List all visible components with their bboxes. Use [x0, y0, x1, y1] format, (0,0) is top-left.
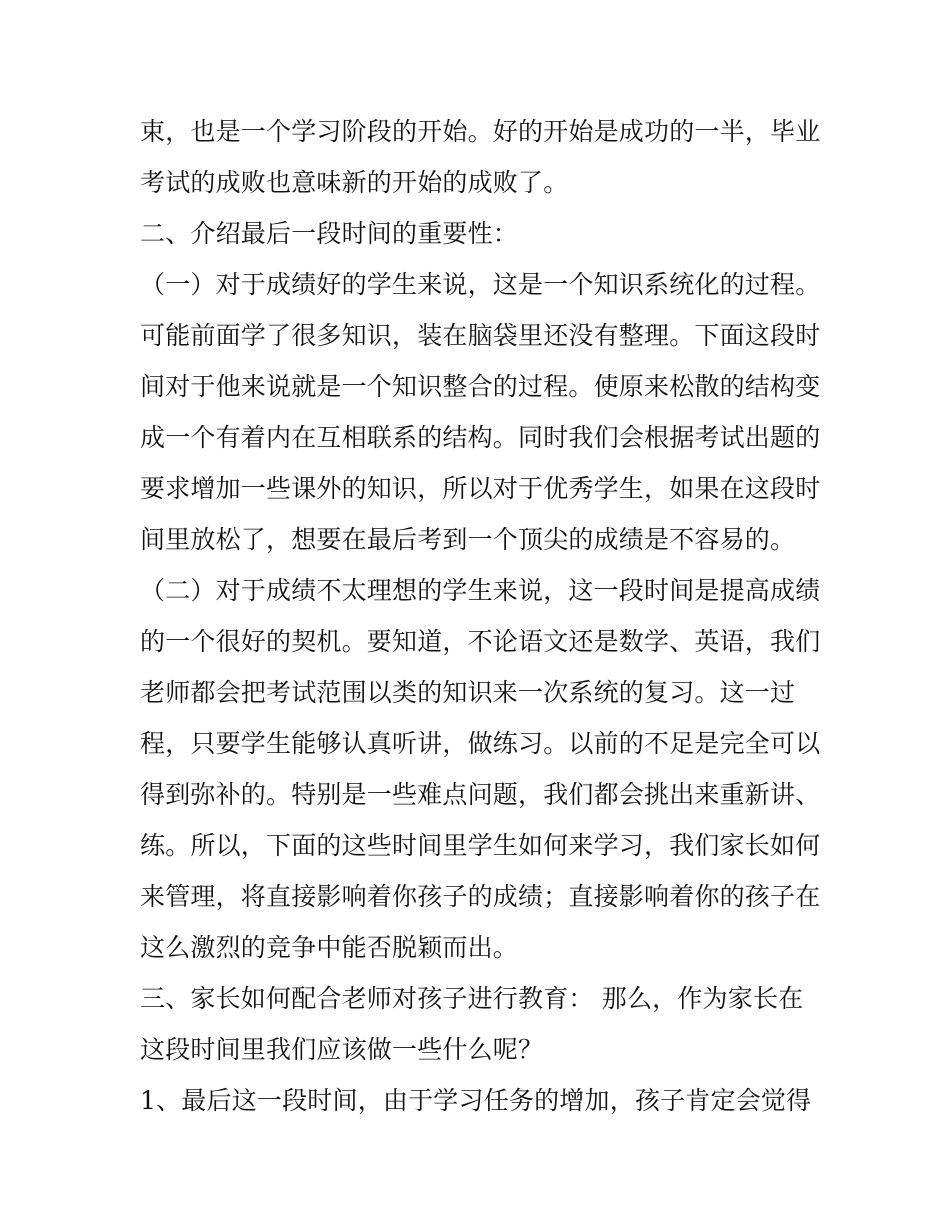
text-line: 的一个很好的契机。要知道，不论语文还是数学、英语，我们 [140, 627, 821, 656]
text-line: 间对于他来说就是一个知识整合的过程。使原来松散的结构变 [140, 372, 821, 401]
text-line: 可能前面学了很多知识，装在脑袋里还没有整理。下面这段时 [140, 321, 821, 350]
section-heading: 二、介绍最后一段时间的重要性： [140, 219, 519, 248]
text-line: 成一个有着内在互相联系的结构。同时我们会根据考试出题的 [140, 423, 821, 452]
list-item: 1、最后这一段时间，由于学习任务的增加，孩子肯定会觉得 [140, 1086, 812, 1115]
text-line: 间里放松了，想要在最后考到一个顶尖的成绩是不容易的。 [140, 525, 796, 554]
section-heading: 三、家长如何配合老师对孩子进行教育： 那么，作为家长在 [140, 984, 804, 1013]
text-line: （一）对于成绩好的学生来说，这是一个知识系统化的过程。 [140, 270, 821, 299]
text-line: （二）对于成绩不太理想的学生来说，这一段时间是提高成绩 [140, 576, 821, 605]
text-line: 这段时间里我们应该做一些什么呢？ [140, 1035, 544, 1064]
text-line: 这么激烈的竞争中能否脱颖而出。 [140, 933, 519, 962]
text-line: 考试的成败也意味新的开始的成败了。 [140, 168, 569, 197]
text-line: 程，只要学生能够认真听讲，做练习。以前的不足是完全可以 [140, 729, 821, 758]
text-line: 来管理，将直接影响着你孩子的成绩；直接影响着你的孩子在 [140, 882, 821, 911]
text-line: 束，也是一个学习阶段的开始。好的开始是成功的一半，毕业 [140, 117, 821, 146]
text-line: 得到弥补的。特别是一些难点问题，我们都会挑出来重新讲、 [140, 780, 821, 809]
document-body [140, 106, 820, 1126]
text-line: 老师都会把考试范围以类的知识来一次系统的复习。这一过 [140, 678, 796, 707]
text-line: 要求增加一些课外的知识，所以对于优秀学生，如果在这段时 [140, 474, 821, 503]
text-line: 练。所以，下面的这些时间里学生如何来学习，我们家长如何 [140, 831, 821, 860]
